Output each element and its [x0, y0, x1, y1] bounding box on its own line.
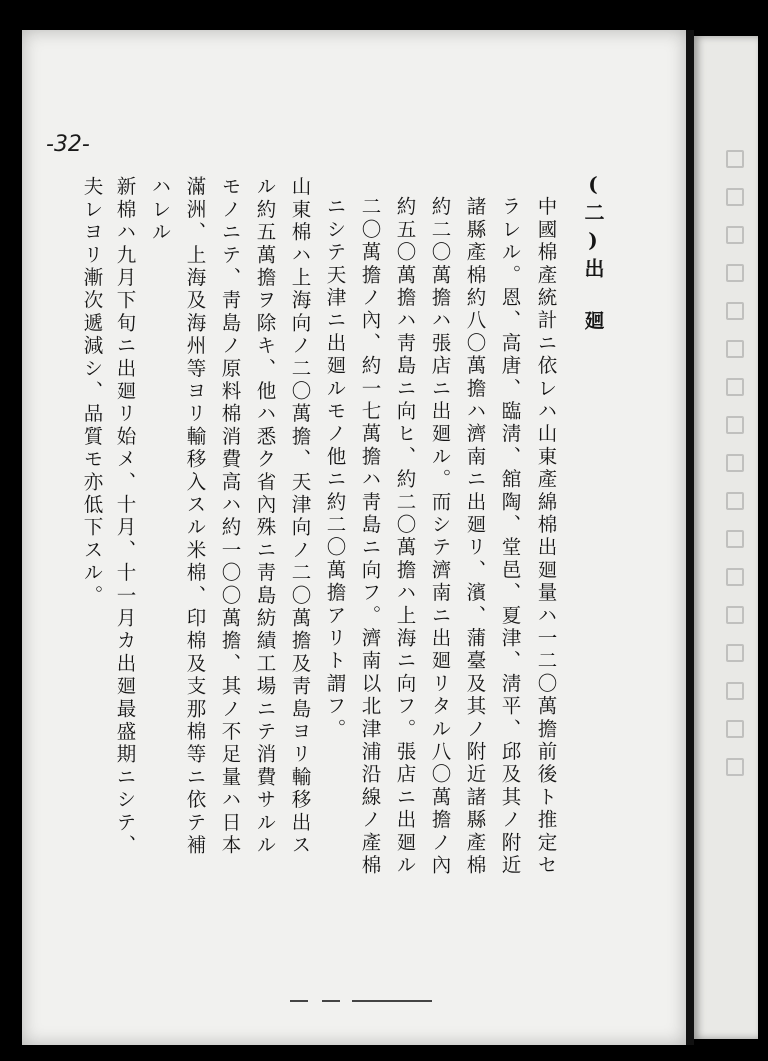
page-number: -32-	[46, 132, 90, 157]
text-column-12: ハレル	[148, 176, 172, 245]
text-column-13: 新棉ハ九月下旬ニ出廻リ始メ、十月、十一月カ出廻最盛期ニシテ、	[113, 176, 137, 857]
footer-rule-1	[290, 1000, 308, 1002]
footer-rule-3	[352, 1000, 432, 1002]
text-column-6: 二〇萬擔ノ內、約一七萬擔ハ靑島ニ向フ。濟南以北津浦沿線ノ產棉	[358, 196, 382, 877]
book-binding	[686, 30, 694, 1045]
text-column-1: 中國棉產統計ニ依レハ山東產綿棉出廻量ハ一二〇萬擔前後ト推定セ	[534, 196, 558, 877]
text-column-7: ニシテ天津ニ出廻ルモノ他ニ約二〇萬擔アリト謂フ。	[323, 196, 347, 741]
text-column-8: 山東棉ハ上海向ノ二〇萬擔、天津向ノ二〇萬擔及靑島ヨリ輸移出ス	[288, 176, 312, 857]
text-column-10: モノニテ、靑島ノ原料棉消費高ハ約一〇〇萬擔、其ノ不足量ハ日本	[218, 176, 242, 857]
text-column-11: 滿洲、上海及海州等ヨリ輸移入スル米棉、印棉及支那棉等ニ依テ補	[183, 176, 207, 857]
section-heading: (二)出 廻	[581, 172, 605, 336]
text-column-5: 約五〇萬擔ハ靑島ニ向ヒ、約二〇萬擔ハ上海ニ向フ。張店ニ出廻ル	[393, 196, 417, 877]
footer-rule-2	[322, 1000, 340, 1002]
adjacent-page-show-through	[726, 150, 744, 630]
text-column-2: ラレル。恩、高唐、臨淸、舘陶、堂邑、夏津、淸平、邱及其ノ附近	[498, 196, 522, 877]
text-column-14: 夫レヨリ漸次遞減シ、品質モ亦低下スル。	[80, 176, 104, 608]
text-column-4: 約二〇萬擔ハ張店ニ出廻ル。而シテ濟南ニ出廻リタル八〇萬擔ノ內	[428, 196, 452, 877]
text-column-3: 諸縣產棉約八〇萬擔ハ濟南ニ出廻リ、濱、蒲臺及其ノ附近諸縣產棉	[463, 196, 487, 877]
text-column-9: ル約五萬擔ヲ除キ、他ハ悉ク省內殊ニ靑島紡績工場ニテ消費サルル	[253, 176, 277, 857]
